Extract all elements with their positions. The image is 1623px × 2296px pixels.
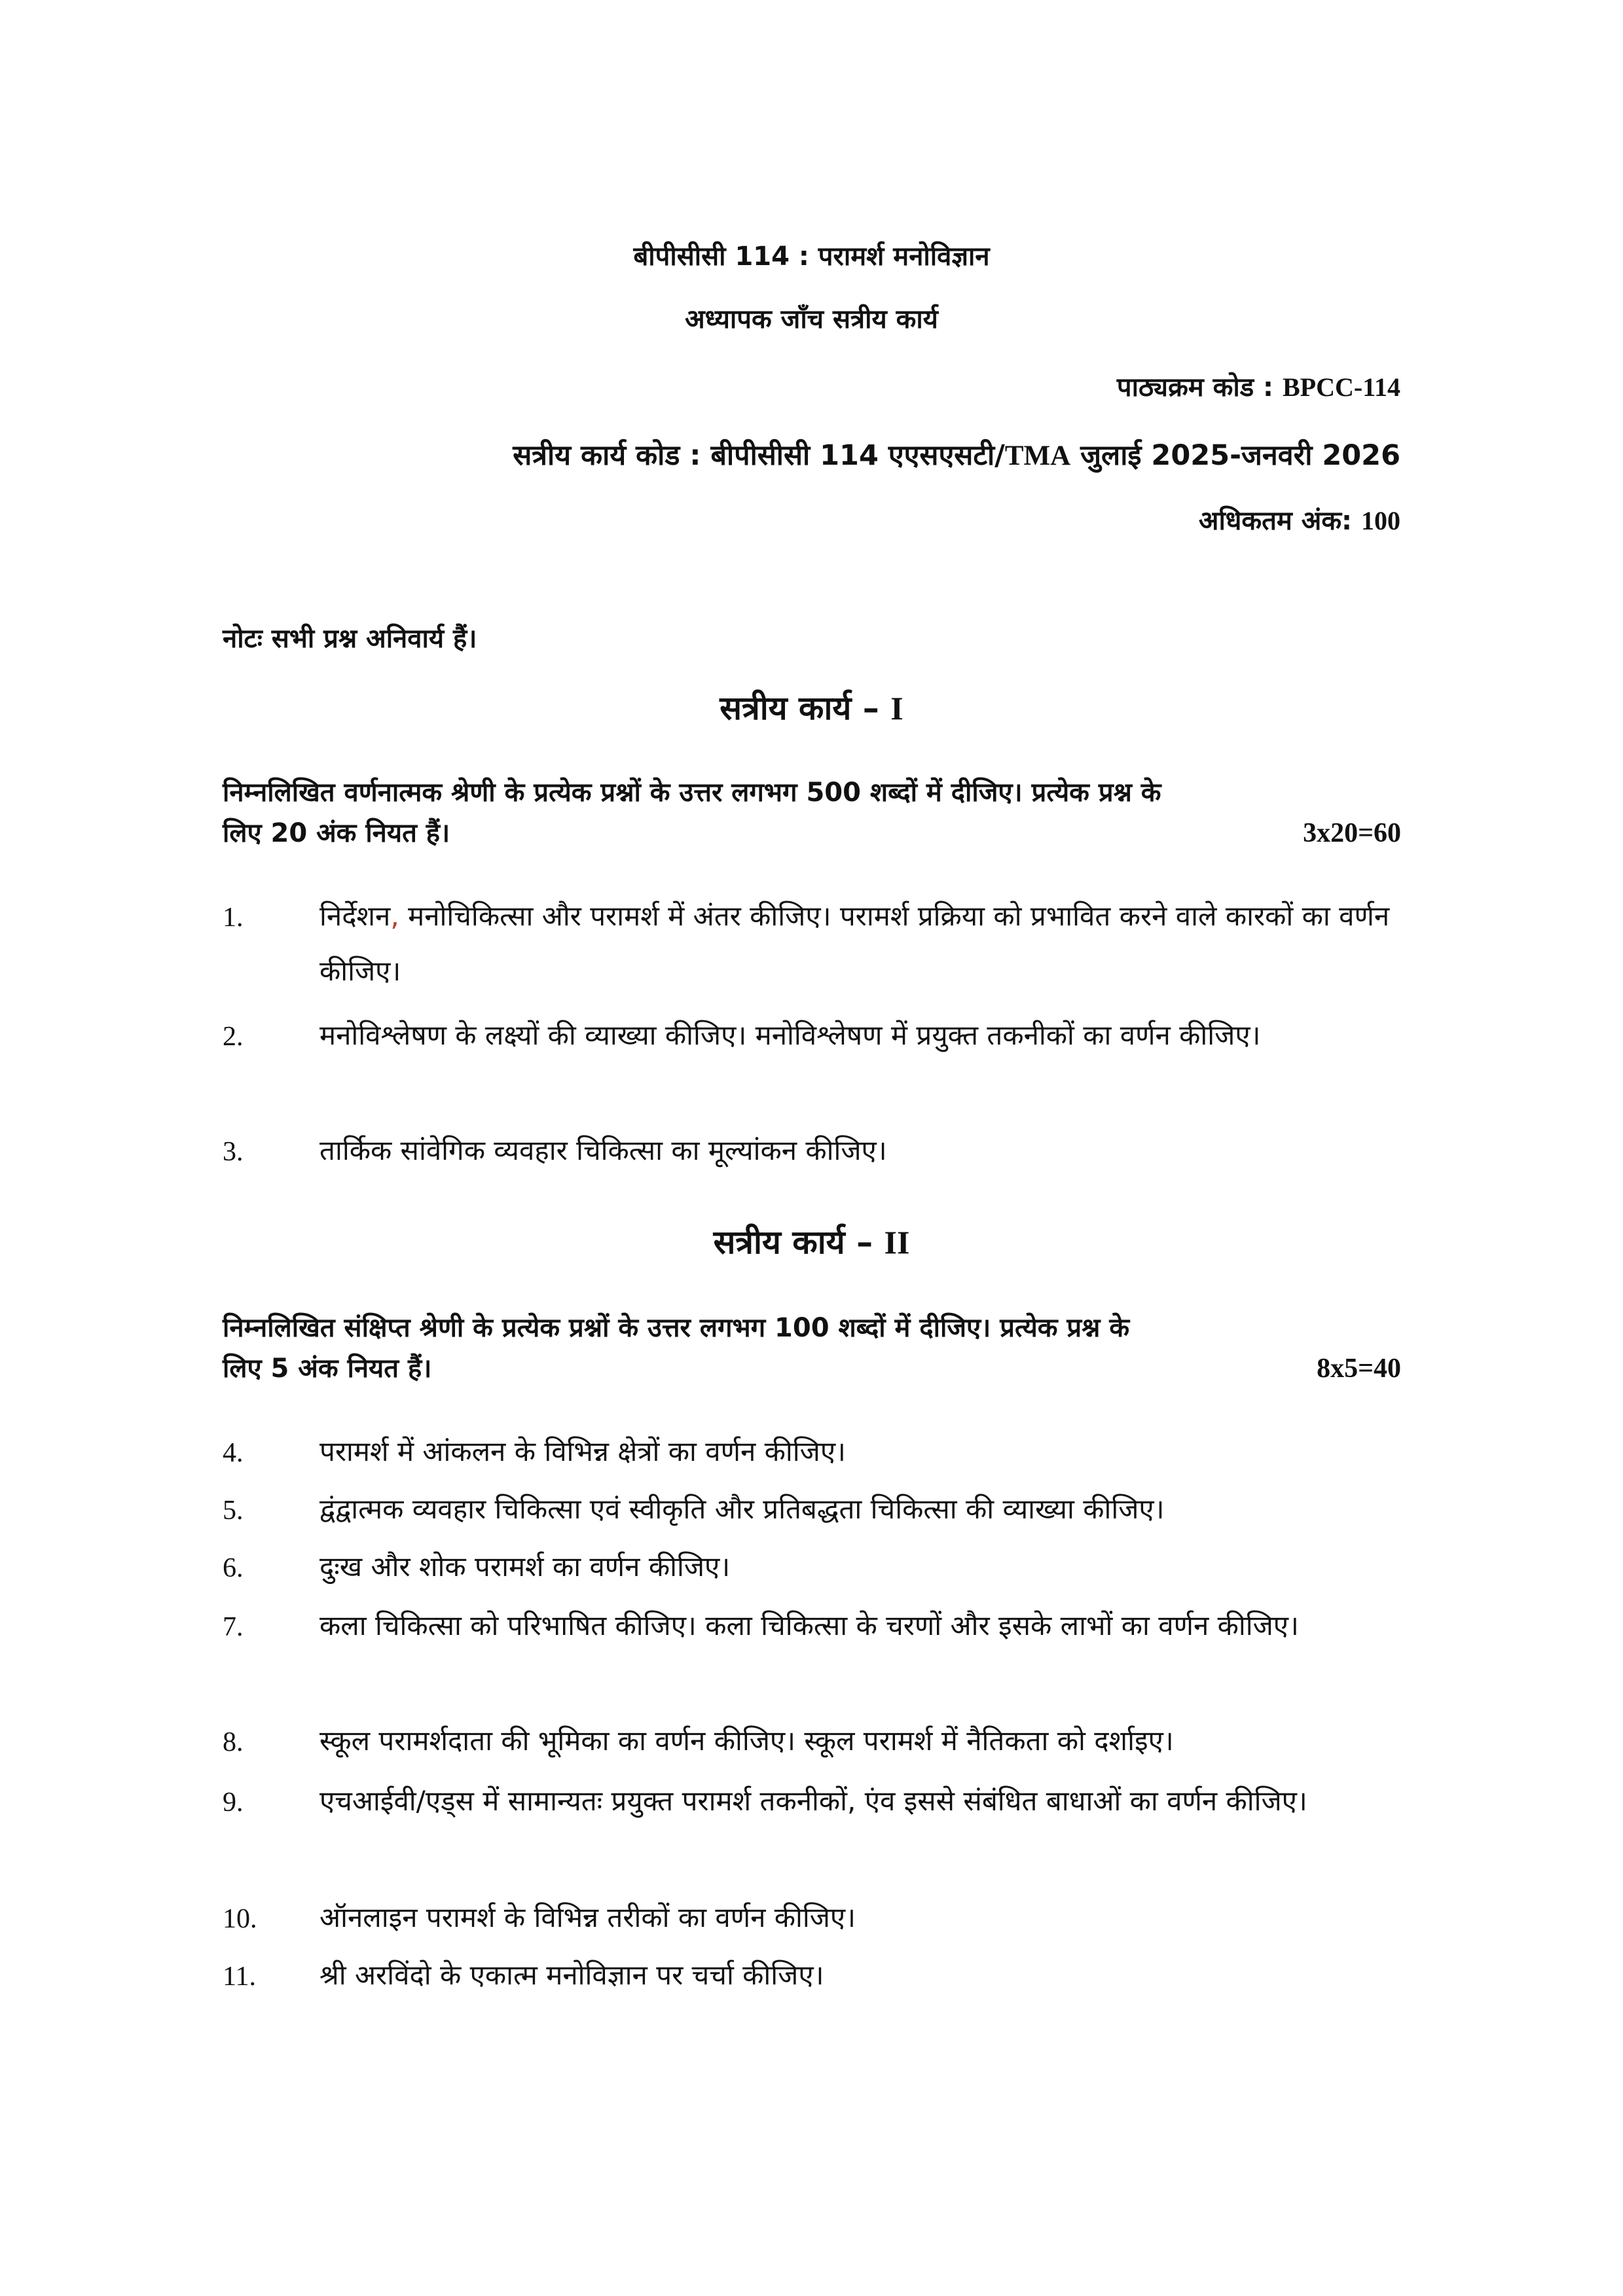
section-title-1-num: I [890, 690, 903, 726]
course-title: बीपीसीसी 114 : परामर्श मनोविज्ञान [633, 242, 990, 272]
course-code-label: पाठ्यक्रम कोड : [1116, 372, 1274, 403]
section-2-instruction-line2: लिए 5 अंक नियत हैं। [223, 1354, 432, 1384]
question-text: ऑनलाइन परामर्श के विभिन्न तरीकों का वर्णन कीजिए। [319, 1901, 856, 1933]
question-number: 5. [223, 1496, 244, 1526]
question-text: कला चिकित्सा को परिभाषित कीजिए। कला चिकित्सा के चरणों और इसके लाभों का वर्णन कीजिए। [319, 1609, 1299, 1641]
question-number: 4. [223, 1438, 244, 1468]
max-marks-label: अधिकतम अंक: [1198, 506, 1353, 536]
question-text: श्री अरविंदो के एकात्म मनोविज्ञान पर चर्चा कीजिए। [319, 1959, 824, 1991]
question-text-comma: , [390, 900, 399, 932]
note: नोटः सभी प्रश्न अनिवार्य हैं। [223, 624, 477, 654]
course-code-value: BPCC-114 [1283, 372, 1400, 402]
question-number: 3. [223, 1137, 244, 1167]
question-text-part-a: निर्देशन [319, 900, 391, 932]
course-code [1117, 368, 1400, 404]
question-text: तार्किक सांवेगिक व्यवहार चिकित्सा का मूल्यांकन कीजिए। [319, 1134, 887, 1166]
section-1-instruction-line2: लिए 20 अंक नियत हैं। [223, 818, 450, 848]
section-1-marks: 3x20=60 [1303, 818, 1401, 848]
question-text: दुःख और शोक परामर्श का वर्णन कीजिए। [319, 1551, 731, 1583]
section-2-instruction-line1: निम्नलिखित संक्षिप्त श्रेणी के प्रत्येक प्रश्नों के उत्तर लगभग 100 शब्दों में दीजिए। प्रत्येक प्रश्न के [223, 1313, 1130, 1343]
assignment-code-value-post: जुलाई 2025-जनवरी 2026 [1070, 439, 1400, 472]
question-number: 11. [223, 1962, 256, 1992]
max-marks-value: 100 [1361, 506, 1400, 535]
section-title-2-hi: सत्रीय कार्य – [713, 1223, 873, 1261]
section-2-marks: 8x5=40 [1317, 1354, 1401, 1384]
section-title-2-num: II [884, 1224, 910, 1261]
question-number: 9. [223, 1787, 244, 1818]
assignment-code-value-pre: बीपीसीसी 114 एएसएसटी/ [710, 439, 1005, 472]
section-title-1 [0, 685, 1623, 729]
section-2-instruction [223, 1308, 1401, 1389]
question-number: 6. [223, 1553, 244, 1583]
question-number: 10. [223, 1904, 257, 1934]
assignment-code [513, 435, 1400, 473]
question-number: 8. [223, 1727, 244, 1757]
question-text: स्कूल परामर्शदाता की भूमिका का वर्णन कीजिए। स्कूल परामर्श में नैतिकता को दर्शाइए। [319, 1725, 1174, 1757]
question-text [319, 889, 1406, 999]
max-marks [1199, 501, 1400, 537]
question-text: परामर्श में आंकलन के विभिन्न क्षेत्रों का वर्णन कीजिए। [319, 1435, 846, 1467]
question-text-part-b: मनोचिकित्सा और परामर्श में अंतर कीजिए। परामर्श प्रक्रिया को प्रभावित करने वाले कारकों का वर्णन कीजिए। [319, 900, 1390, 987]
question-text: मनोविश्लेषण के लक्ष्यों की व्याख्या कीजिए। मनोविश्लेषण में प्रयुक्त तकनीकों का वर्णन कीजिए। [319, 1019, 1261, 1051]
section-1-instruction [223, 772, 1401, 853]
question-number: 1. [223, 903, 244, 933]
section-title-1-hi: सत्रीय कार्य – [720, 689, 879, 727]
question-number: 7. [223, 1612, 244, 1642]
section-title-2 [0, 1219, 1623, 1263]
question-text: द्वंद्वात्मक व्यवहार चिकित्सा एवं स्वीकृति और प्रतिबद्धता चिकित्सा की व्याख्या कीजिए। [319, 1493, 1165, 1525]
assignment-subtitle: अध्यापक जाँच सत्रीय कार्य [685, 304, 938, 334]
section-1-instruction-line1: निम्नलिखित वर्णनात्मक श्रेणी के प्रत्येक प्रश्नों के उत्तर लगभग 500 शब्दों में दीजिए। प्रत्येक प्रश्न के [223, 778, 1161, 808]
assignment-code-value-tma: TMA [1004, 440, 1071, 471]
question-number: 2. [223, 1022, 244, 1052]
assignment-code-label: सत्रीय कार्य कोड : [513, 439, 701, 472]
question-text: एचआईवी/एड्स में सामान्यतः प्रयुक्त परामर्श तकनीकों, एंव इससे संबंधित बाधाओं का वर्णन कीजिए। [319, 1785, 1307, 1817]
